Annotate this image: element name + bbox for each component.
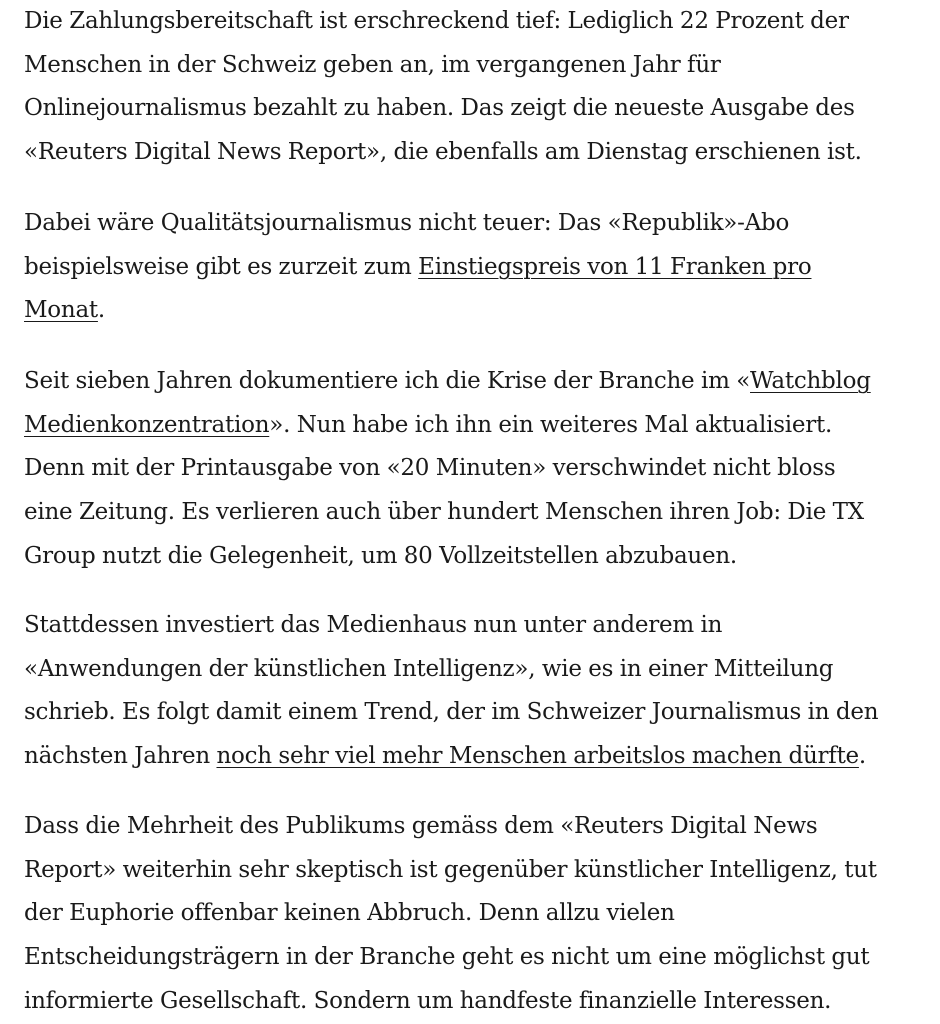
text-fragment: . [97,297,105,324]
text-line: Denn mit der Printausgabe von «20 Minuten» verschwindet nicht bloss [24,455,836,482]
text-line: Dabei wäre Qualitätsjournalismus nicht teuer: Das «Republik»-Abo [24,210,790,236]
link-watchblog[interactable]: Watchblog [750,368,871,394]
text-line: eine Zeitung. Es verlieren auch über hundert Menschen ihren Job: Die TX [24,499,864,526]
paragraph-ki-skepsis [24,805,928,1024]
text-fragment: beispielsweise gibt es zurzeit zum [24,253,419,280]
text-line: Dass die Mehrheit des Publikums gemäss dem «Reuters Digital News [24,813,818,839]
text-line: Die Zahlungsbereitschaft ist erschreckend tief: Lediglich 22 Prozent der [24,8,849,34]
text-line: «Reuters Digital News Report», die ebenfalls am Dienstag erschienen ist. [24,139,862,166]
link-einstiegspreis[interactable]: Einstiegspreis von 11 Franken pro [418,253,812,280]
text-line: Stattdessen investiert das Medienhaus nun unter anderem in [24,612,723,638]
text-fragment: nächsten Jahren [24,743,217,770]
text-line: Onlinejournalismus bezahlt zu haben. Das zeigt die neueste Ausgabe des [24,95,855,122]
text-line: «Anwendungen der künstlichen Intelligenz», wie es in einer Mitteilung [24,655,834,682]
text-line: Entscheidungsträgern in der Branche geht es nicht um eine möglichst gut [24,944,870,971]
text-line [24,404,928,448]
text-line: Report» weiterhin sehr skeptisch ist gegenüber künstlicher Intelligenz, tut [24,856,877,883]
text-line [24,289,928,333]
paragraph-republik-abo [24,202,928,333]
paragraph-ki-investment [24,604,928,779]
text-line: Group nutzt die Gelegenheit, um 80 Vollzeitstellen abzubauen. [24,542,737,569]
paragraph-watchblog [24,360,928,579]
link-arbeitslos[interactable]: noch sehr viel mehr Menschen arbeitslos machen dürfte [216,743,859,770]
text-line: informierte Gesellschaft. Sondern um handfeste finanzielle Interessen. [24,987,832,1014]
text-line [24,246,928,290]
text-fragment: ». Nun habe ich ihn ein weiteres Mal aktualisiert. [269,411,833,438]
link-einstiegspreis-continued[interactable]: Monat [24,297,98,324]
text-fragment: Seit sieben Jahren dokumentiere ich die Krise der Branche im « [24,368,751,394]
text-line: der Euphorie offenbar keinen Abbruch. Denn allzu vielen [24,900,675,927]
text-line [24,735,928,779]
link-watchblog-continued[interactable]: Medienkonzentration [24,411,270,438]
text-line: Menschen in der Schweiz geben an, im vergangenen Jahr für [24,51,721,78]
text-fragment: . [858,743,866,770]
paragraph-payment-willingness [24,0,928,175]
text-line [24,360,928,404]
text-line: schrieb. Es folgt damit einem Trend, der im Schweizer Journalismus in den [24,699,879,726]
